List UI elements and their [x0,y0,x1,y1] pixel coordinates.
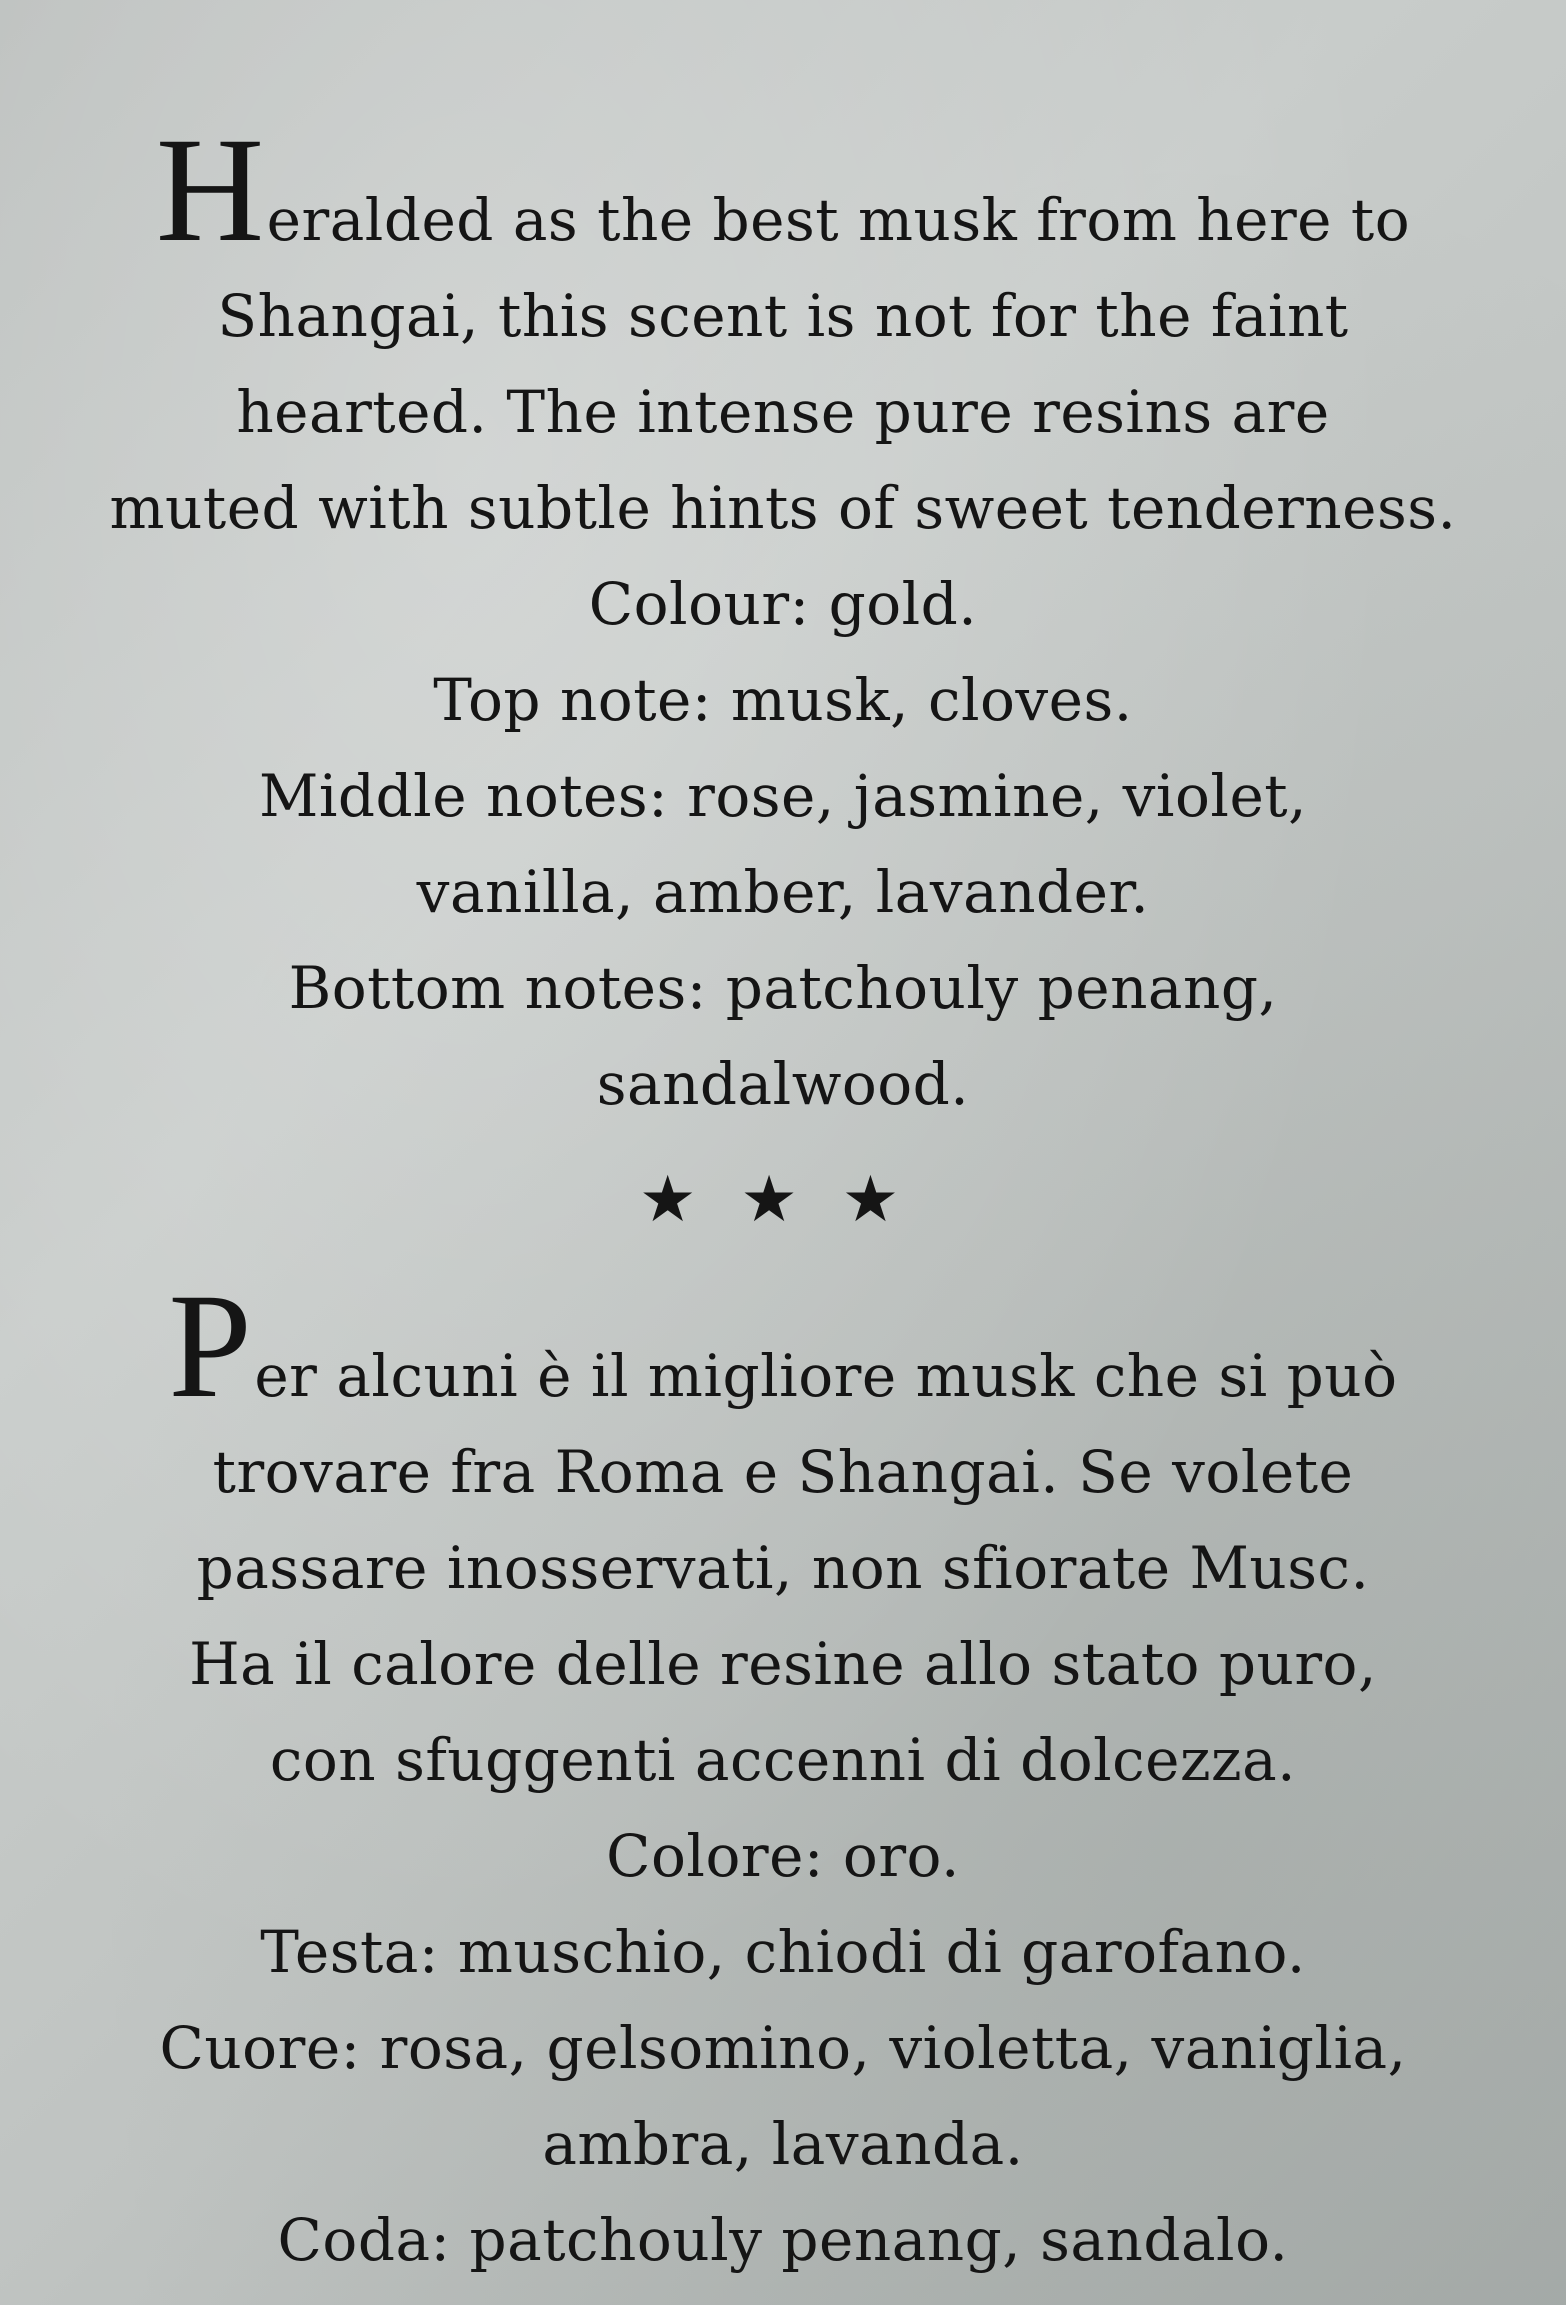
star-icon: ★ [740,1163,826,1237]
star-divider [0,1160,1566,1240]
italian-cuore-cont: ambra, lavanda. [542,2110,1024,2178]
italian-description [40,1263,1526,2288]
star-icon: ★ [841,1163,928,1237]
english-colour: Colour: gold. [588,570,978,638]
italian-colore: Colore: oro. [606,1822,960,1890]
english-line-1: Heralded as the best musk from here to [155,107,1411,273]
italian-testa: Testa: muschio, chiodi di garofano. [260,1918,1306,1986]
english-top-note: Top note: musk, cloves. [433,666,1133,734]
italian-line-1: Per alcuni è il migliore musk che si può [168,1263,1398,1429]
english-line-3: hearted. The intense pure resins are [236,378,1330,446]
english-line-2: Shangai, this scent is not for the faint [217,282,1349,350]
english-dropcap: H [155,107,265,273]
english-bottom-notes-cont: sandalwood. [596,1050,970,1118]
english-line-4: muted with subtle hints of sweet tenderness. [109,474,1457,542]
italian-line-4: Ha il calore delle resine allo stato puro, [189,1630,1377,1698]
italian-line-2: trovare fra Roma e Shangai. Se volete [212,1438,1354,1506]
english-bottom-notes: Bottom notes: patchouly penang, [288,954,1278,1022]
english-description [40,107,1526,1132]
italian-dropcap: P [168,1263,253,1429]
english-middle-notes: Middle notes: rose, jasmine, violet, [258,762,1308,830]
star-icon: ★ [638,1163,725,1237]
italian-cuore: Cuore: rosa, gelsomino, violetta, vaniglia, [159,2014,1407,2082]
italian-line-5: con sfuggenti accenni di dolcezza. [269,1726,1297,1794]
italian-line-3: passare inosservati, non sfiorate Musc. [196,1534,1370,1602]
italian-coda: Coda: patchouly penang, sandalo. [277,2206,1289,2274]
english-middle-notes-cont: vanilla, amber, lavander. [416,858,1150,926]
